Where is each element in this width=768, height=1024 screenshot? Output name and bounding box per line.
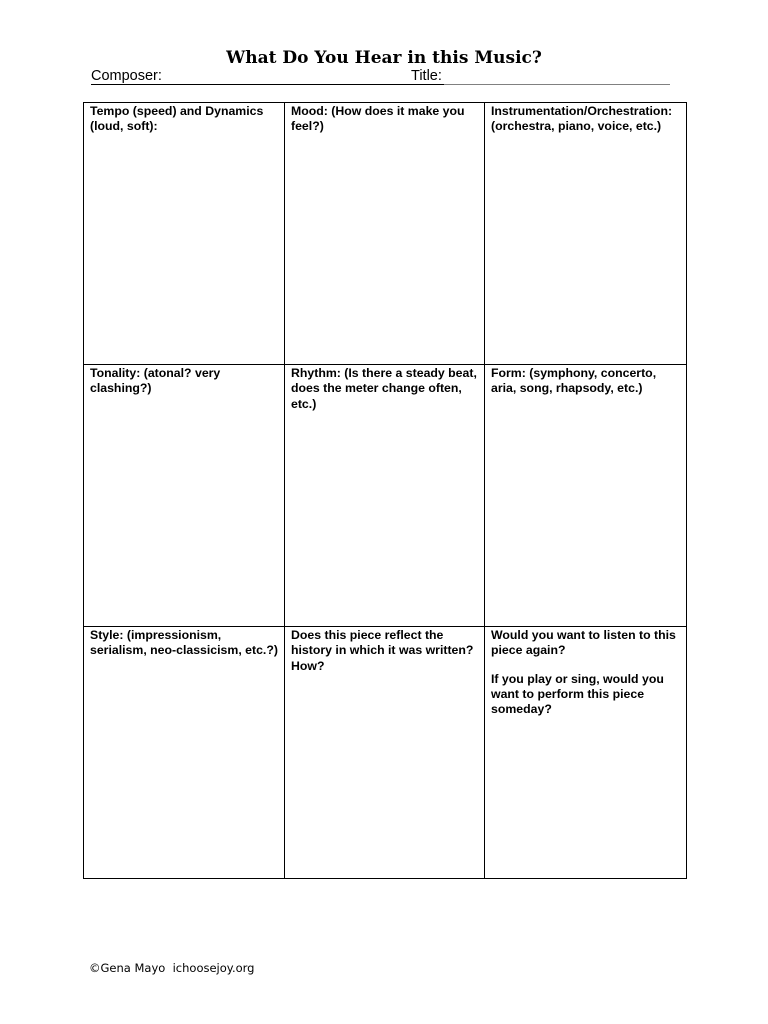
style-prompt: Style: (impressionism, serialism, neo-classicism, etc.?) <box>90 628 278 658</box>
title-label: Title: <box>411 68 442 84</box>
tonality-cell[interactable] <box>84 365 285 627</box>
tempo-dynamics-cell[interactable] <box>84 103 285 365</box>
composer-label: Composer: <box>91 68 162 84</box>
style-cell[interactable] <box>84 627 285 879</box>
history-prompt: Does this piece reflect the history in which it was written? How? <box>291 628 474 673</box>
mood-cell[interactable] <box>285 103 485 365</box>
rhythm-cell[interactable] <box>285 365 485 627</box>
grid-row <box>84 627 687 879</box>
form-cell[interactable] <box>485 365 687 627</box>
perform-prompt: If you play or sing, would you want to perform this piece someday? <box>491 671 664 717</box>
form-prompt: Form: (symphony, concerto, aria, song, rhapsody, etc.) <box>491 366 657 396</box>
tonality-prompt: Tonality: (atonal? very clashing?) <box>90 366 221 396</box>
rhythm-prompt: Rhythm: (Is there a steady beat, does the meter change often, etc.) <box>291 366 477 411</box>
history-cell[interactable] <box>285 627 485 879</box>
title-field[interactable] <box>444 84 670 85</box>
footer-credit: ©Gena Mayo ichoosejoy.org <box>89 961 255 975</box>
tempo-dynamics-prompt: Tempo (speed) and Dynamics (loud, soft): <box>90 104 264 134</box>
listening-grid <box>83 102 687 879</box>
instrumentation-prompt: Instrumentation/Orchestration: (orchestra, piano, voice, etc.) <box>491 104 673 134</box>
worksheet-title: What Do You Hear in this Music? <box>226 48 542 68</box>
grid-row <box>84 365 687 627</box>
listen-perform-cell[interactable] <box>485 627 687 879</box>
instrumentation-cell[interactable] <box>485 103 687 365</box>
composer-field[interactable] <box>91 84 444 85</box>
mood-prompt: Mood: (How does it make you feel?) <box>291 104 465 134</box>
grid-row <box>84 103 687 365</box>
listen-again-prompt: Would you want to listen to this piece again? <box>491 628 676 658</box>
